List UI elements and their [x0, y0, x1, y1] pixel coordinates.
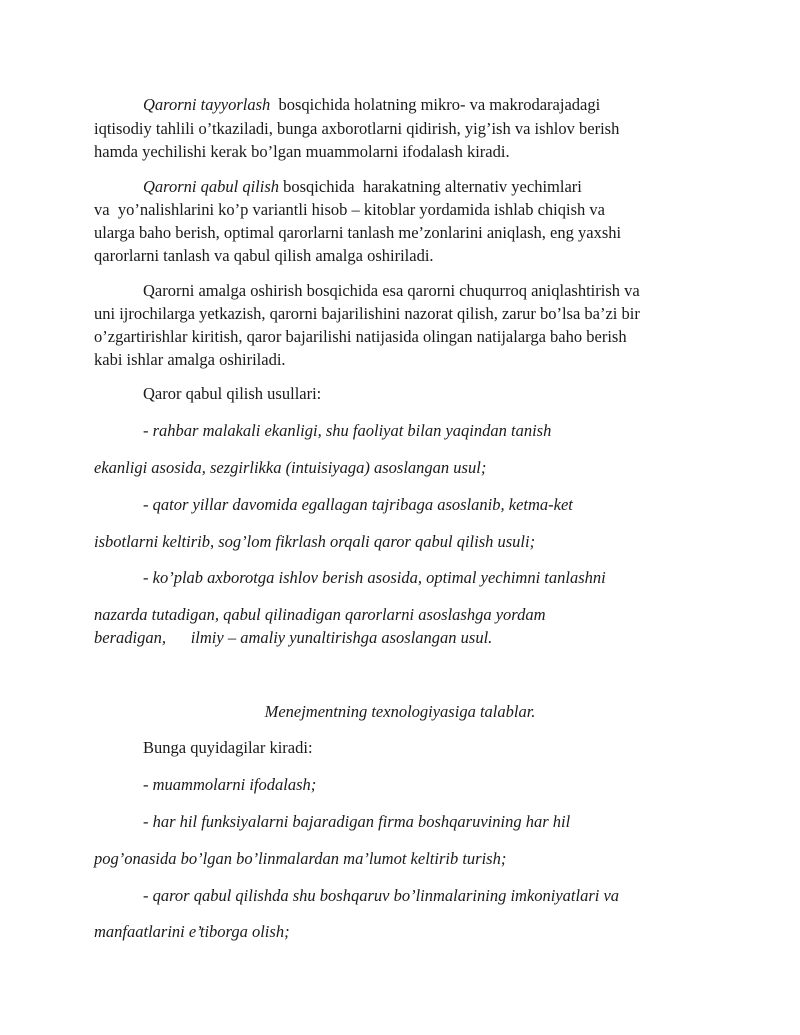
paragraph-1-line-2: iqtisodiy tahlili o’tkaziladi, bunga axborotlarni qidirish, yig’ish va ishlov berish — [94, 119, 620, 138]
stage-name-adoption: Qarorni qabul qilish — [143, 177, 279, 196]
requirement-3-line-2: manfaatlarini e’tiborga olish; — [94, 922, 290, 941]
paragraph-3-line-4: kabi ishlar amalga oshiriladi. — [94, 350, 286, 369]
paragraph-1-line-1 — [143, 95, 600, 115]
section-intro: Bunga quyidagilar kiradi: — [143, 738, 313, 757]
method-1-line-2: ekanligi asosida, sezgirlikka (intuisiyaga) asoslangan usul; — [94, 458, 487, 477]
paragraph-2-line-1-text: bosqichida harakatning alternativ yechimlari — [279, 177, 582, 196]
method-2-line-1: - qator yillar davomida egallagan tajribaga asoslanib, ketma-ket — [143, 495, 573, 514]
requirement-2-line-1: - har hil funksiyalarni bajaradigan firma boshqaruvining har hil — [143, 812, 571, 831]
paragraph-1-line-1-text: bosqichida holatning mikro- va makrodarajadagi — [270, 95, 601, 114]
paragraph-3-line-1: Qarorni amalga oshirish bosqichida esa qarorni chuqurroq aniqlashtirish va — [143, 281, 640, 300]
paragraph-2-line-3: ularga baho berish, optimal qarorlarni tanlash me’zonlarini aniqlash, eng yaxshi — [94, 223, 622, 242]
stage-name-preparation: Qarorni tayyorlash — [143, 95, 271, 114]
method-3-line-2: nazarda tutadigan, qabul qilinadigan qarorlarni asoslashga yordam — [94, 605, 546, 624]
method-3-line-1: - ko’plab axborotga ishlov berish asosida, optimal yechimni tanlashni — [143, 568, 606, 587]
paragraph-3-line-2: uni ijrochilarga yetkazish, qarorni bajarilishini nazorat qilish, zarur bo’lsa ba’zi bir — [94, 304, 640, 323]
method-2-line-2: isbotlarni keltirib, sog’lom fikrlash orqali qaror qabul qilish usuli; — [94, 532, 536, 551]
requirement-2-line-2: pog’onasida bo’lgan bo’linmalardan ma’lumot keltirib turish; — [94, 849, 507, 868]
paragraph-3-line-3: o’zgartirishlar kiritish, qaror bajarilishi natijasida olingan natijalarga baho berish — [94, 327, 627, 346]
requirement-3-line-1: - qaror qabul qilishda shu boshqaruv bo’linmalarining imkoniyatlari va — [143, 886, 620, 905]
paragraph-1-line-3: hamda yechilishi kerak bo’lgan muammolarni ifodalash kiradi. — [94, 142, 510, 161]
method-1-line-1: - rahbar malakali ekanligi, shu faoliyat bilan yaqindan tanish — [143, 421, 552, 440]
paragraph-2-line-1 — [143, 177, 582, 197]
methods-intro: Qaror qabul qilish usullari: — [143, 384, 322, 403]
section-heading: Menejmentning texnologiyasiga talablar. — [264, 702, 536, 721]
paragraph-2-line-2: va yo’nalishlarini ko’p variantli hisob – kitoblar yordamida ishlab chiqish va — [94, 200, 605, 219]
requirement-1: - muammolarni ifodalash; — [143, 775, 317, 794]
paragraph-2-line-4: qarorlarni tanlash va qabul qilish amalga oshiriladi. — [94, 246, 434, 265]
method-3-line-3: beradigan, ilmiy – amaliy yunaltirishga asoslangan usul. — [94, 628, 493, 647]
